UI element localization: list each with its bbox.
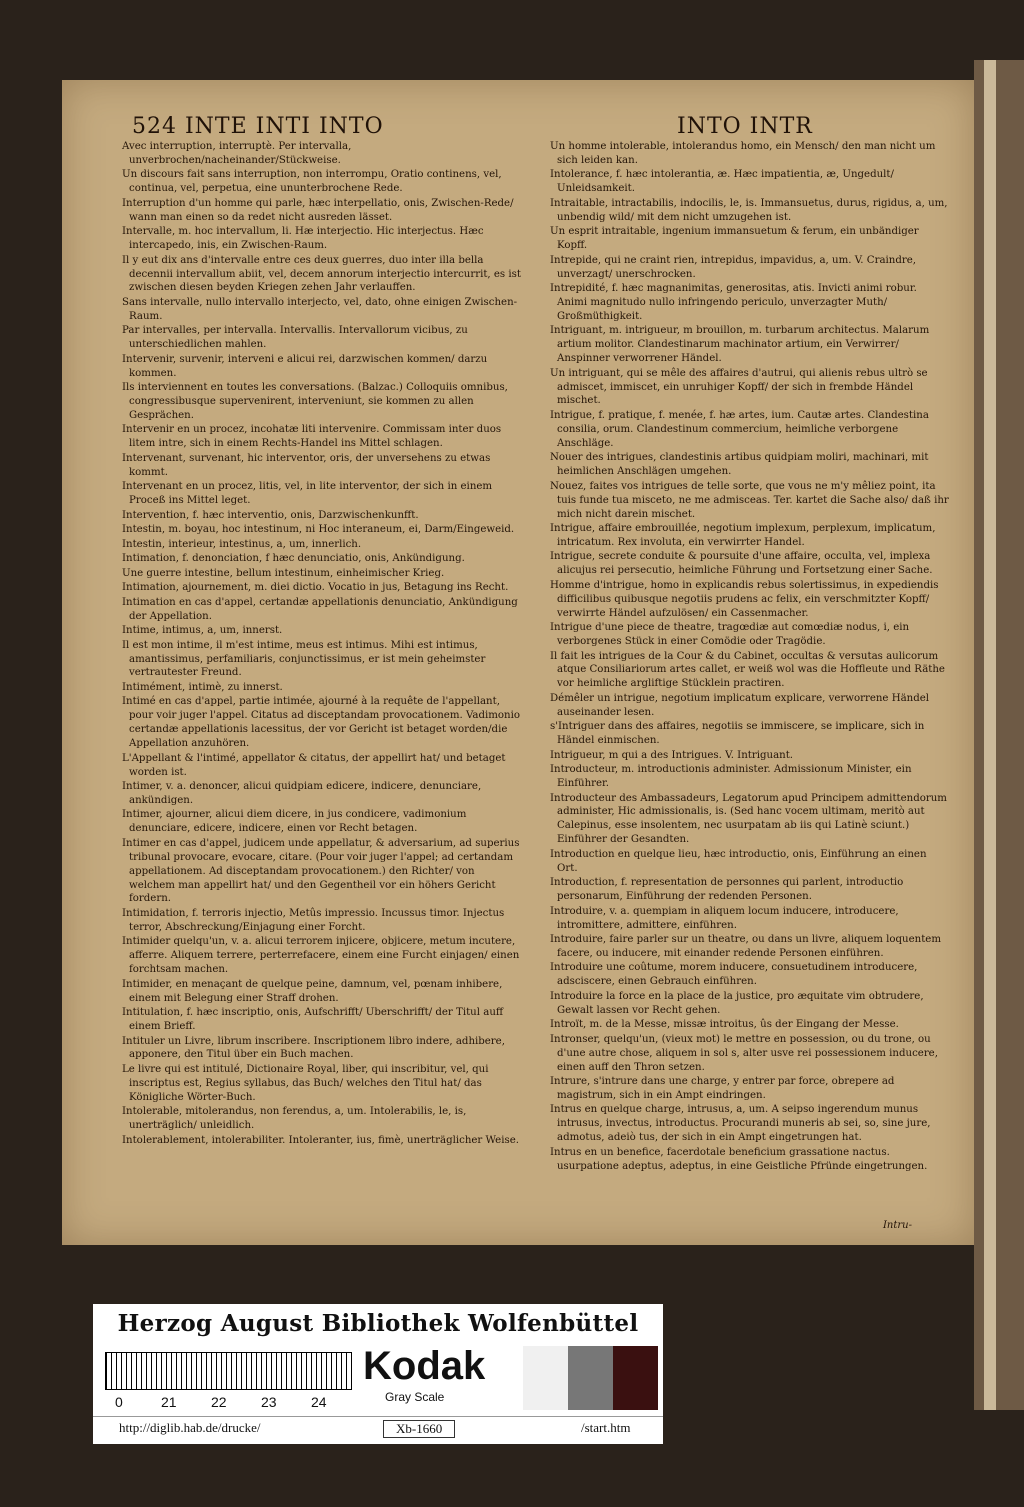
dictionary-entry: Intrigue d'une piece de theatre, tragœdiæ aut comœdiæ nodus, i, ein verborgenes Stück in einer Comödie oder Tragödie.	[550, 622, 910, 648]
scale-number: 24	[311, 1394, 327, 1410]
right-column	[550, 140, 950, 1174]
start-link: /start.htm	[581, 1420, 631, 1435]
dictionary-entry: Démêler un intrigue, negotium implicatum explicare, verworrene Händel auseinander lesen.	[550, 692, 930, 718]
dictionary-entry: Intolerablement, intolerabiliter. Intoleranter, ius, fimè, unerträglicher Weise.	[122, 1134, 519, 1146]
source-url: http://diglib.hab.de/drucke/	[119, 1420, 261, 1435]
kodak-logo: Kodak	[363, 1344, 486, 1388]
dictionary-entry: Intimément, intimè, zu innerst.	[122, 681, 283, 693]
dictionary-entry: Une guerre intestine, bellum intestinum, einheimischer Krieg.	[122, 567, 445, 579]
dictionary-entry: Introduire la force en la place de la justice, pro æquitate vim obtrudere, Gewalt lassen vor Recht gehen.	[550, 990, 924, 1016]
scale-number: 0	[115, 1394, 123, 1410]
dictionary-entry: Intrigueur, m qui a des Intrigues. V. Intriguant.	[550, 749, 794, 761]
scale-number: 21	[161, 1394, 177, 1410]
dictionary-entry: Homme d'intrigue, homo in explicandis rebus solertissimus, in expediendis difficilibus quibusque negotiis prudens ac felix, ein verschmitzter Kopff/ verwirrte Händel aufzulösen/ ein Cassenmacher.	[550, 579, 939, 619]
dictionary-entry: Intriguant, m. intrigueur, m brouillon, m. turbarum architectus. Malarum artium molitor. Clandestinarum machinator artium, ein Verwirrer/ Anspinner verworrener Händel.	[550, 325, 930, 365]
dictionary-entry: L'Appellant & l'intimé, appellator & citatus, der appellirt hat/ und betaget worden ist.	[122, 752, 506, 778]
dictionary-entry: Intolerable, mitolerandus, non ferendus, a, um. Intolerabilis, le, is, unerträglich/ unleidlich.	[122, 1106, 467, 1132]
dictionary-entry: s'Intriguer dans des affaires, negotiis se immiscere, se implicare, sich in Händel einmischen.	[550, 721, 925, 747]
running-head-right: INTO INTR	[677, 114, 813, 139]
dictionary-entry: Intrepidité, f. hæc magnanimitas, generositas, atis. Invicti animi robur. Animi magnitudo nullo infringendo periculo, unverzagter Muth/ Großmüthigkeit.	[550, 283, 917, 322]
dictionary-entry: Introducteur, m. introductionis administer. Admissionum Minister, ein Einführer.	[550, 764, 912, 790]
dictionary-entry: Intrigue, affaire embrouillée, negotium implexum, perplexum, implicatum, intricatum. Rex involuta, ein verwirrter Handel.	[550, 523, 936, 548]
scale-numbers	[101, 1394, 431, 1412]
dictionary-entry: Intrus en quelque charge, intrusus, a, um. A seipso ingerendum munus intrusus, invectus, introductus. Procurandi muneris ab sei, so, sine jure, admotus, adeiò tus, der sich in ein Ampt eingetrungen hat.	[550, 1104, 931, 1144]
dictionary-entry: Intraitable, intractabilis, indocilis, le, is. Immansuetus, durus, rigidus, a, um, unbendig wild/ mit dem nicht umzugehen ist.	[550, 197, 948, 223]
swatch-gray	[568, 1346, 613, 1410]
dictionary-entry: Il est mon intime, il m'est intime, meus est intimus. Mihi est intimus, amantissimus, perfamiliaris, conjunctissimus, er ist mein geheimster vertrautester Freund.	[122, 639, 486, 679]
dictionary-entry: Intrure, s'intrure dans une charge, y entrer par force, obrepere ad magistrum, sich in ein Ampt eindringen.	[550, 1076, 895, 1101]
dictionary-entry: Introït, m. de la Messe, missæ introitus, ûs der Eingang der Messe.	[550, 1019, 899, 1031]
catchword: Intru-	[882, 1220, 912, 1231]
swatch-maroon	[613, 1346, 658, 1410]
dictionary-entry: Nouez, faites vos intrigues de telle sorte, que vous ne m'y mêliez point, ita tuis funde tua misceto, ne me admisceas. Ter. kartet die Sache also/ daß ihr mich nicht darein mischet.	[550, 480, 949, 520]
dictionary-entry: Introducteur des Ambassadeurs, Legatorum apud Principem admittendorum administer, Hic admissionalis, is. (Sed hanc vocem ultimam, meritò aut Calepinus, esse insolentem, nec usurpatam ab iis qui Latinè sciunt.) Einführer der Gesandten.	[550, 792, 947, 846]
dictionary-entry: Intimation, f. denonciation, f hæc denunciatio, onis, Ankündigung.	[122, 553, 465, 565]
running-head-left: 524 INTE INTI INTO	[132, 114, 384, 139]
dictionary-entry: Intimer, v. a. denoncer, alicui quidpiam edicere, indicere, denunciare, ankündigen.	[122, 781, 482, 806]
dictionary-entry: Intervenir, survenir, interveni e alicui rei, darzwischen kommen/ darzu kommen.	[122, 353, 488, 379]
swatch-white	[523, 1346, 568, 1410]
adjacent-page-edge	[974, 60, 1024, 1410]
dictionary-entry: Introduire une coûtume, morem inducere, consuetudinem introducere, adsciscere, einen Gebrauch einführen.	[550, 962, 918, 988]
dictionary-entry: Intimation en cas d'appel, certandæ appellationis denunciatio, Ankündigung der Appellation.	[122, 596, 518, 622]
dictionary-entry: Introduction en quelque lieu, hæc introductio, onis, Einführung an einen Ort.	[550, 848, 927, 874]
dictionary-entry: Intronser, quelqu'un, (vieux mot) le mettre en possession, ou du trone, ou d'une autre chose, aliquem in sol s, alter usve rei possessionem inducere, einen auff den Thron setzen.	[550, 1033, 938, 1073]
library-name: Herzog August Bibliothek Wolfenbüttel	[117, 1310, 639, 1337]
dictionary-entry: Intestin, interieur, intestinus, a, um, innerlich.	[122, 538, 362, 550]
dictionary-entry: Il fait les intrigues de la Cour & du Cabinet, occultas & versutas aulicorum atque Consiliariorum artes callet, er weiß wol was die Hoffleute und Räthe vor heimliche argliftige Stücklein practiren.	[550, 650, 945, 690]
dictionary-entry: Intitulation, f. hæc inscriptio, onis, Aufschrifft/ Uberschrifft/ der Titul auff einem Brieff.	[122, 1007, 504, 1032]
card-footer	[93, 1416, 663, 1439]
dictionary-entry: Un homme intolerable, intolerandus homo, ein Mensch/ den man nicht um sich leiden kan.	[550, 141, 936, 166]
dictionary-entry: Intimé en cas d'appel, partie intimée, ajourné à la requête de l'appellant, pour voir juger l'appel. Citatus ad disceptandam provocationem. Vadimonio certandæ appellationis lacessitus, der vor Gericht ist betaget worden/die Appellation anzuhören.	[122, 696, 520, 750]
dictionary-entry: Sans intervalle, nullo intervallo interjecto, vel, dato, ohne einigen Zwischen-Raum.	[122, 296, 518, 322]
dictionary-entry: Un esprit intraitable, ingenium immansuetum & ferum, ein unbändiger Kopff.	[550, 226, 919, 252]
dictionary-entry: Intrepide, qui ne craint rien, intrepidus, impavidus, a, um. V. Craindre, unverzagt/ unerschrocken.	[550, 254, 916, 280]
dictionary-entry: Intestin, m. boyau, hoc intestinum, ni Hoc interaneum, ei, Darm/Eingeweid.	[122, 524, 515, 536]
dictionary-entry: Intimidation, f. terroris injectio, Metûs impressio. Incussus timor. Injectus terror, Abschreckung/Einjagung einer Forcht.	[122, 907, 505, 933]
dictionary-entry: Intimer en cas d'appel, judicem unde appellatur, & adversarium, ad superius tribunal provocare, evocare, citare. (Pour voir juger l'appel; ad certandam appellationem. Ad disceptandam provocationem.) den Richter/ von welchem man appellirt hat/ und den Gegentheil vor ein höhers Gericht fordern.	[122, 837, 520, 905]
dictionary-entry: Avec interruption, interruptè. Per intervalla, unverbrochen/nacheinander/Stückweise.	[122, 141, 352, 166]
dictionary-entry: Intrus en un benefice, facerdotale beneficium grassatione nactus. usurpatione adeptus, adeptus, in eine Geistliche Pfründe eingetrungen.	[550, 1146, 928, 1172]
color-target-card	[93, 1304, 663, 1444]
dictionary-entry: Il y eut dix ans d'intervalle entre ces deux guerres, duo inter illa bella decennii intervallum abiit, vel, decem annorum interjectio intercurrit, es ist zwischen diesen beyden Kriegen zehen Jahr verlauffen.	[122, 254, 521, 294]
book-page	[62, 80, 974, 1245]
dictionary-entry: Un intriguant, qui se mêle des affaires d'autrui, qui alienis rebus ultrò se admiscet, immiscet, ein unruhiger Kopff/ der sich in frembde Händel mischet.	[550, 367, 928, 407]
dictionary-entry: Un discours fait sans interruption, non interrompu, Oratio continens, vel, continua, vel, perpetua, eine ununterbrochene Rede.	[122, 169, 502, 195]
gray-scale-ruler	[105, 1352, 352, 1390]
scale-number: 22	[211, 1394, 227, 1410]
dictionary-entry: Intervenant en un procez, litis, vel, in lite interventor, der sich in einem Proceß ins Mittel leget.	[122, 481, 493, 507]
dictionary-entry: Intervalle, m. hoc intervallum, li. Hæ interjectio. Hic interjectus. Hæc intercapedo, inis, ein Zwischen-Raum.	[122, 226, 484, 252]
dictionary-entry: Intervention, f. hæc interventio, onis, Darzwischenkunfft.	[122, 509, 419, 521]
dictionary-entry: Introduire, faire parler sur un theatre, ou dans un livre, aliquem loquentem facere, ou inducere, mit einander redende Personen einführen.	[550, 934, 941, 959]
dictionary-entry: Intrigue, f. pratique, f. menée, f. hæ artes, ium. Cautæ artes. Clandestina consilia, orum. Clandestinum commercium, heimliche verborgene Anschläge.	[550, 409, 929, 449]
dictionary-entry: Intime, intimus, a, um, innerst.	[122, 625, 283, 637]
dictionary-entry: Intimider, en menaçant de quelque peine, damnum, vel, pœnam inhibere, einem mit Belegung einer Straff drohen.	[122, 978, 503, 1004]
dictionary-entry: Introduire, v. a. quempiam in aliquem locum inducere, introducere, intromittere, admittere, einführen.	[550, 905, 899, 931]
dictionary-entry: Intervenir en un procez, incohatæ liti intervenire. Commissam inter duos litem intre, sich in einem Rechts-Handel ins Mittel schlagen.	[122, 424, 502, 450]
dictionary-entry: Intimider quelqu'un, v. a. alicui terrorem injicere, objicere, metum incutere, afferre. Aliquem terrere, perterrefacere, einem eine Furcht einjagen/ einen forchtsam machen.	[122, 936, 520, 976]
shelf-mark: Xb-1660	[383, 1420, 455, 1438]
dictionary-entry: Intimer, ajourner, alicui diem dicere, in jus condicere, vadimonium denunciare, edicere, indicere, einen vor Recht betagen.	[122, 809, 467, 835]
dictionary-entry: Intolerance, f. hæc intolerantia, æ. Hæc impatientia, æ, Ungedult/ Unleidsamkeit.	[550, 169, 894, 195]
scale-number: 23	[261, 1394, 277, 1410]
dictionary-entry: Interruption d'un homme qui parle, hæc interpellatio, onis, Zwischen-Rede/ wann man einen so da redet nicht ausreden lässet.	[122, 197, 514, 223]
dictionary-entry: Intrigue, secrete conduite & poursuite d'une affaire, occulta, vel, implexa alicujus rei persecutio, heimliche Führung und Fortsetzung einer Sache.	[550, 551, 933, 577]
dictionary-entry: Ils interviennent en toutes les conversations. (Balzac.) Colloquiis omnibus, congressibusque supervenirent, interveniunt, sie kommen zu allen Gesprächen.	[122, 382, 508, 421]
dictionary-entry: Intituler un Livre, librum inscribere. Inscriptionem libro indere, adhibere, apponere, den Titul über ein Buch machen.	[122, 1035, 505, 1061]
dictionary-entry: Nouer des intrigues, clandestinis artibus quidpiam moliri, machinari, mit heimlichen Anschlägen umgehen.	[550, 452, 929, 478]
dictionary-entry: Par intervalles, per intervalla. Intervallis. Intervallorum vicibus, zu unterschiedlichen mahlen.	[122, 325, 468, 351]
dictionary-entry: Introduction, f. representation de personnes qui parlent, introductio personarum, Einführung der redenden Personen.	[550, 877, 904, 903]
dictionary-entry: Intervenant, survenant, hic interventor, oris, der unversehens zu etwas kommt.	[122, 452, 491, 478]
left-column	[122, 140, 522, 1148]
gray-scale-label: Gray Scale	[385, 1390, 445, 1404]
dictionary-entry: Le livre qui est intitulé, Dictionaire Royal, liber, qui inscribitur, vel, qui inscriptus est, Regius syllabus, das Buch/ welches den Titul hat/ das Königliche Wörter-Buch.	[122, 1063, 489, 1103]
dictionary-entry: Intimation, ajournement, m. diei dictio. Vocatio in jus, Betagung ins Recht.	[122, 582, 509, 594]
